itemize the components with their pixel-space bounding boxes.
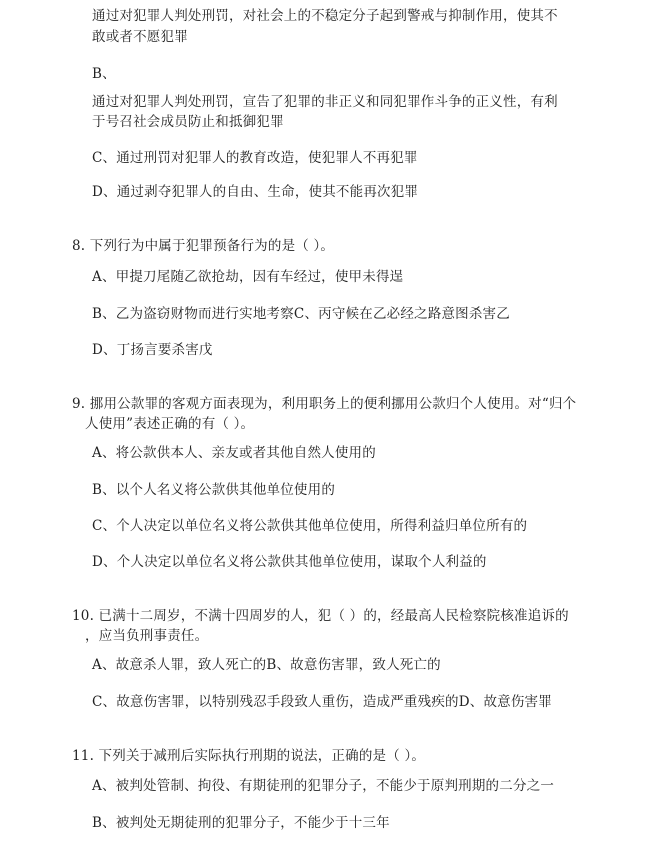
q8-option-a: A、甲提刀尾随乙欲抢劫，因有车经过，使甲未得逞 [92, 269, 404, 285]
prev-option-b-line2: 于号召社会成员防止和抵御犯罪 [92, 114, 284, 130]
prev-option-d: D、通过剥夺犯罪人的自由、生命，使其不能再次犯罪 [92, 184, 419, 200]
q10-stem-line1: 10. 已满十二周岁，不满十四周岁的人，犯（ ）的，经最高人民检察院核准追诉的 [72, 608, 569, 624]
q9-option-b: B、以个人名义将公款供其他单位使用的 [92, 482, 336, 498]
prev-option-a-line1: 通过对犯罪人判处刑罚，对社会上的不稳定分子起到警戒与抑制作用，使其不 [92, 8, 558, 24]
q9-option-a: A、将公款供本人、亲友或者其他自然人使用的 [92, 445, 376, 461]
q9-option-d: D、个人决定以单位名义将公款供其他单位使用，谋取个人利益的 [92, 554, 487, 570]
q9-stem-line1: 9. 挪用公款罪的客观方面表现为，利用职务上的便利挪用公款归个人使用。对“归个 [72, 396, 577, 412]
prev-option-a-line2: 敢或者不愿犯罪 [92, 29, 188, 45]
prev-option-b-label: B、 [92, 66, 116, 82]
q11-option-a: A、被判处管制、拘役、有期徒刑的犯罪分子，不能少于原判刑期的二分之一 [92, 778, 555, 794]
q9-stem-line2: 人使用”表述正确的有（ ）。 [85, 416, 255, 432]
q10-stem-line2: ，应当负刑事责任。 [85, 628, 209, 644]
q9-option-c: C、个人决定以单位名义将公款供其他单位使用，所得利益归单位所有的 [92, 518, 528, 534]
q8-option-bc: B、乙为盗窃财物而进行实地考察C、丙守候在乙必经之路意图杀害乙 [92, 306, 510, 322]
q8-stem: 8. 下列行为中属于犯罪预备行为的是（ ）。 [72, 238, 335, 254]
q11-option-b: B、被判处无期徒刑的犯罪分子，不能少于十三年 [92, 815, 390, 831]
prev-option-c: C、通过刑罚对犯罪人的教育改造，使犯罪人不再犯罪 [92, 150, 418, 166]
prev-option-b-line1: 通过对犯罪人判处刑罚，宣告了犯罪的非正义和同犯罪作斗争的正义性，有利 [92, 94, 558, 110]
q10-option-ab: A、故意杀人罪，致人死亡的B、故意伤害罪，致人死亡的 [92, 657, 441, 673]
q8-option-d: D、丁扬言要杀害戊 [92, 342, 213, 358]
q10-option-cd: C、故意伤害罪，以特别残忍手段致人重伤，造成严重残疾的D、故意伤害罪 [92, 694, 552, 710]
q11-stem: 11. 下列关于减刑后实际执行刑期的说法，正确的是（ ）。 [72, 748, 426, 764]
